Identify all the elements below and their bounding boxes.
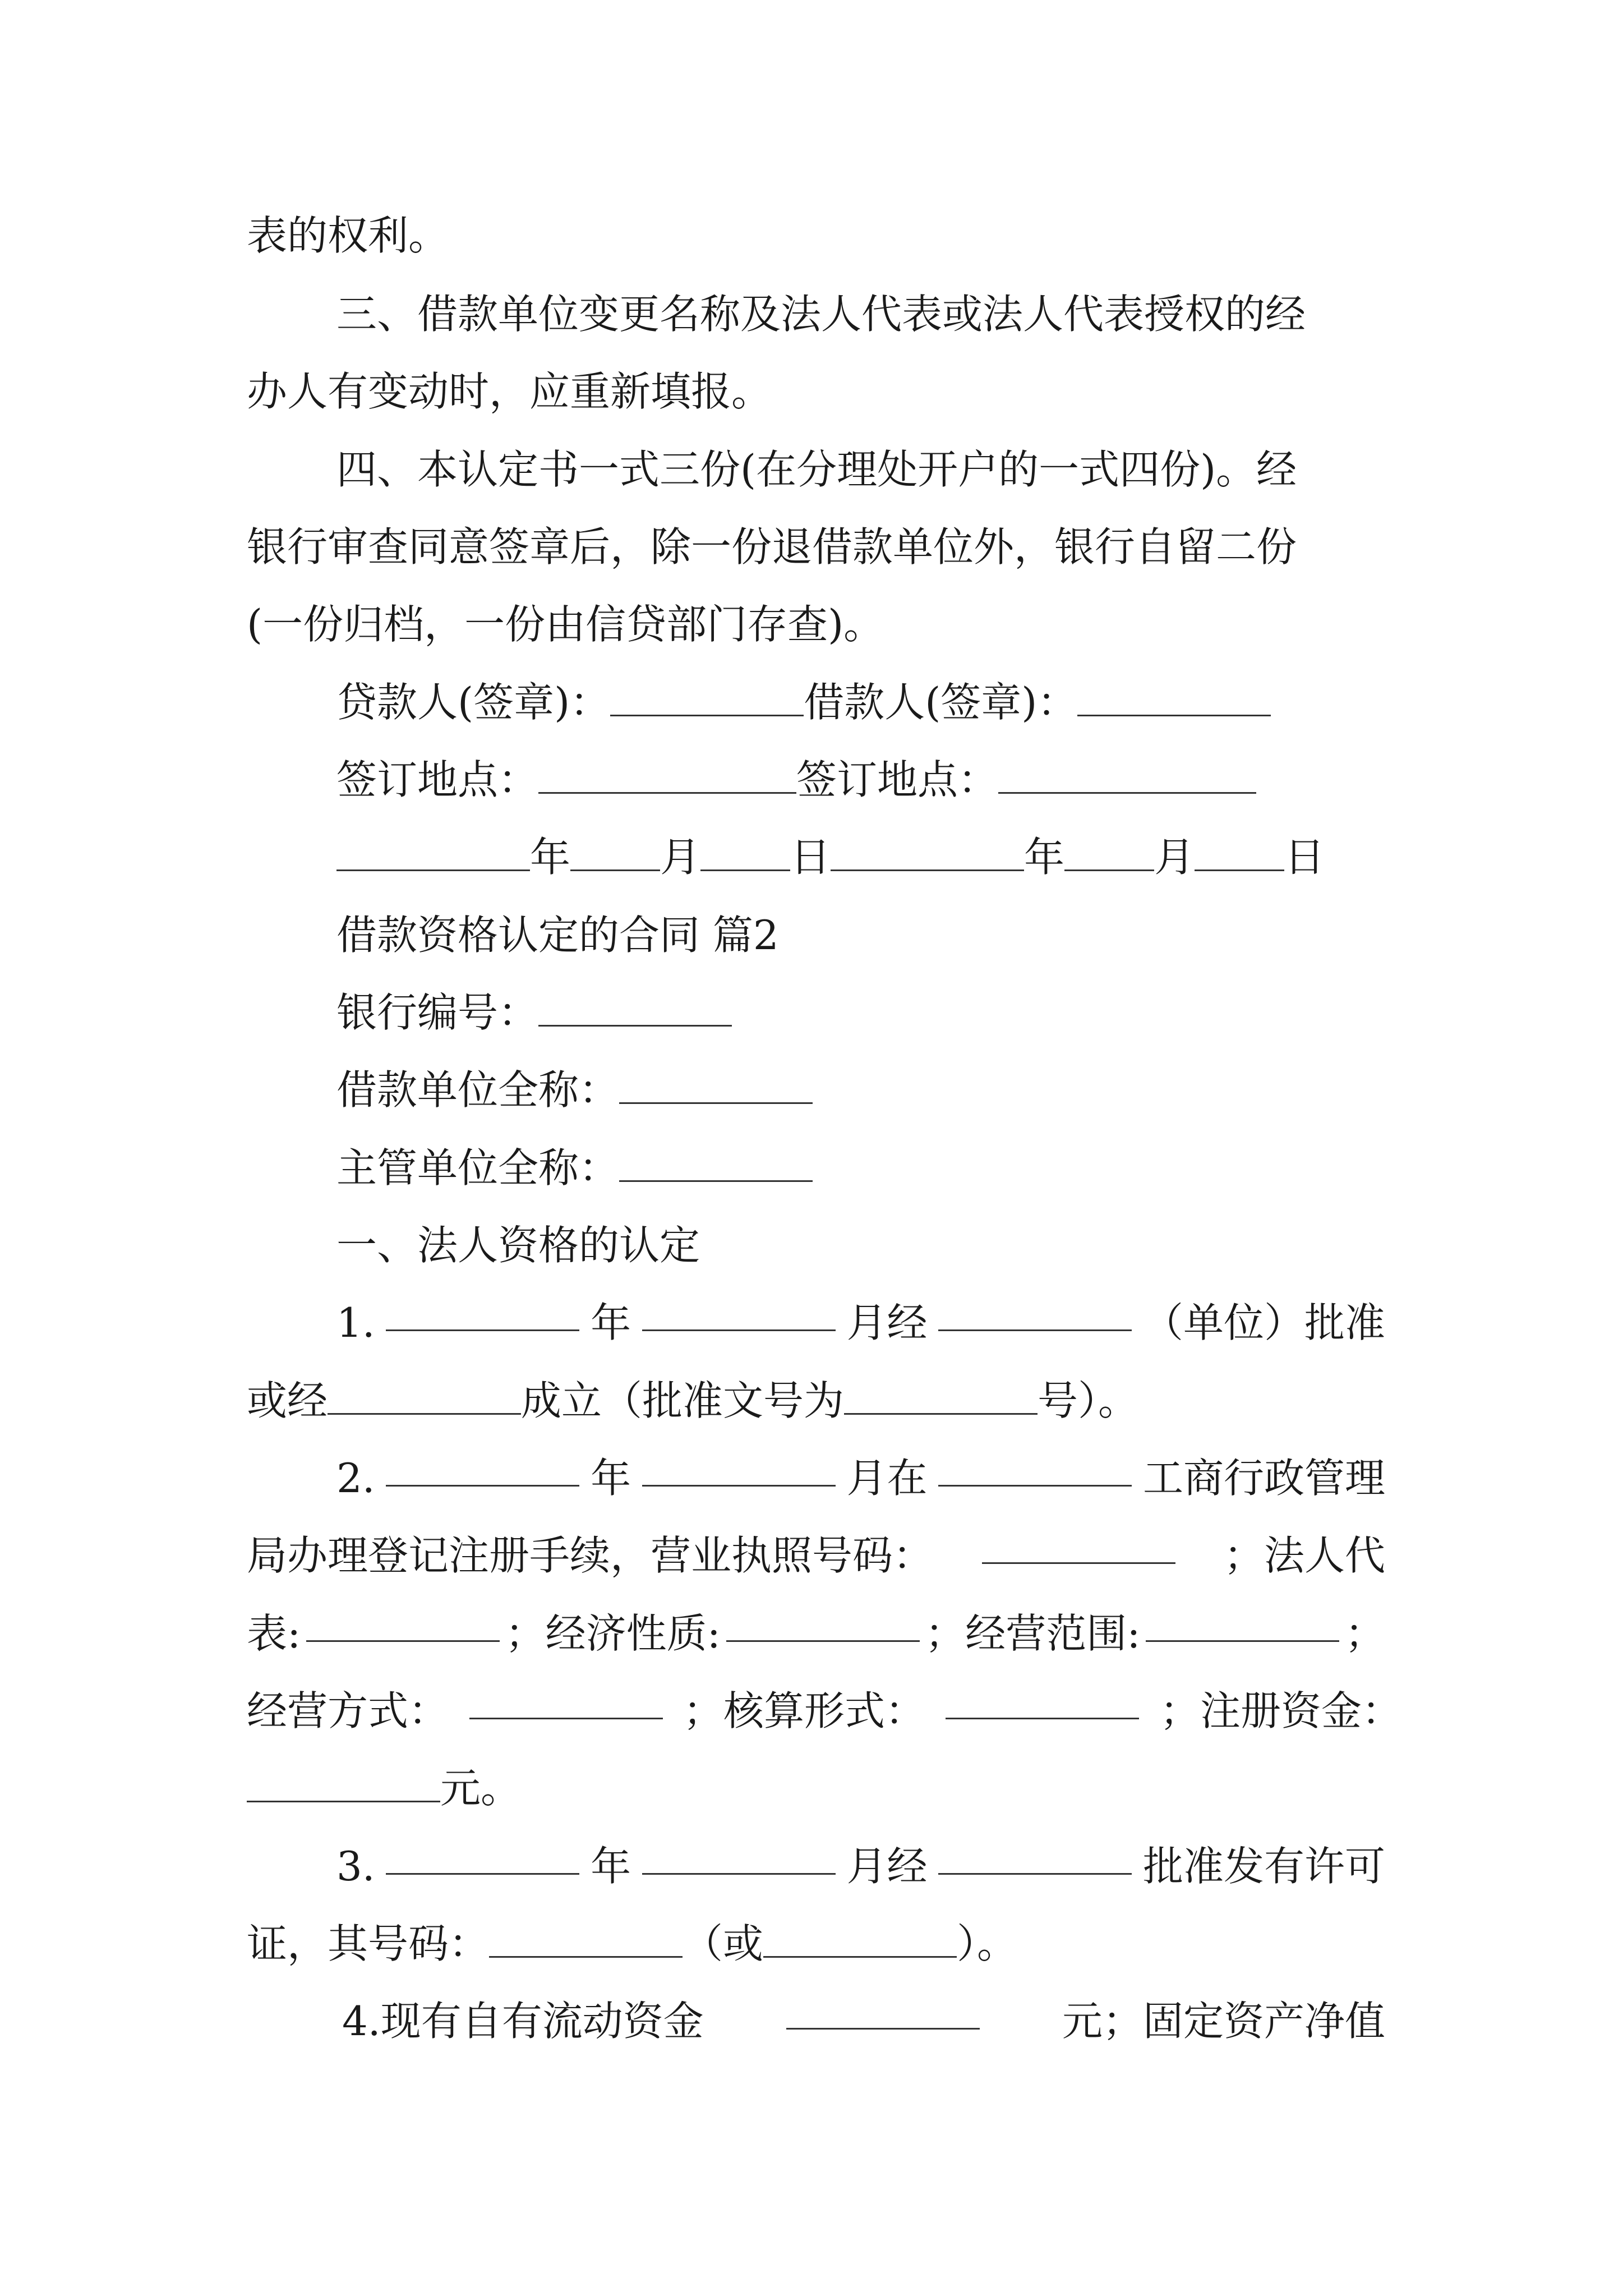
blank-line[interactable] (610, 680, 804, 716)
text-line: 局办理登记注册手续，营业执照号码： ；法人代 (247, 1527, 1385, 1584)
text-line: 3. 年 月经 批准发有许可 (336, 1838, 1385, 1894)
blank-line[interactable] (619, 1068, 813, 1104)
blank-line[interactable] (642, 1295, 836, 1331)
text-line: 表的权利。 (247, 212, 449, 259)
text-line: 或经 成立（批准文号为 号）。 (247, 1377, 1139, 1424)
text-line: 表: ；经济性质: ；经营范围: ； (247, 1605, 1385, 1662)
section-heading: 一、法人资格的认定 (336, 1222, 700, 1269)
blank-line[interactable] (642, 1450, 836, 1487)
text-line: 三、借款单位变更名称及法人代表或法人代表授权的经 (336, 291, 1306, 338)
blank-line[interactable] (538, 990, 732, 1027)
blank-line[interactable] (763, 1921, 957, 1958)
date-line: 年 月 日 年 月 日 (336, 829, 1325, 885)
blank-line[interactable] (538, 757, 796, 794)
blank-line[interactable] (982, 1527, 1175, 1564)
blank-line[interactable] (306, 1605, 500, 1642)
text-line: 元。 (247, 1760, 521, 1816)
text-line: 经营方式： ；核算形式： ；注册资金： (247, 1683, 1402, 1739)
blank-line[interactable] (726, 1605, 920, 1642)
blank-line[interactable] (786, 1993, 980, 2030)
blank-line[interactable] (619, 1145, 813, 1182)
signature-line-lender: 贷款人(签章)： 借款人(签章)： (336, 674, 1271, 730)
text-line: 银行审查同意签章后，除一份退借款单位外，银行自留二份 (247, 523, 1297, 570)
blank-line[interactable] (1146, 1605, 1339, 1642)
blank-line[interactable] (328, 1378, 521, 1415)
blank-line[interactable] (938, 1450, 1132, 1487)
blank-line[interactable] (1064, 835, 1154, 871)
blank-line[interactable] (642, 1838, 836, 1875)
blank-line[interactable] (831, 835, 1024, 871)
blank-line[interactable] (386, 1295, 579, 1331)
bank-number-line: 银行编号： (336, 984, 732, 1041)
text-line: 2. 年 月在 工商行政管理 (336, 1450, 1385, 1506)
text-line: 四、本认定书一式三份(在分理处开户的一式四份)。经 (336, 446, 1297, 493)
section-title: 借款资格认定的合同 篇2 (336, 912, 779, 959)
blank-line[interactable] (1195, 835, 1284, 871)
blank-line[interactable] (247, 1766, 440, 1802)
text-line: 1. 年 月经 （单位）批准 (336, 1295, 1385, 1351)
blank-line[interactable] (570, 835, 660, 871)
blank-line[interactable] (386, 1450, 579, 1487)
blank-line[interactable] (1077, 680, 1271, 716)
blank-line[interactable] (386, 1838, 579, 1875)
blank-line[interactable] (946, 1683, 1139, 1719)
text-line: 证，其号码： （或 ）。 (247, 1920, 1018, 1967)
signing-place-line: 签订地点： 签订地点： (336, 752, 1256, 808)
blank-line[interactable] (938, 1838, 1132, 1875)
blank-line[interactable] (489, 1921, 683, 1958)
blank-line[interactable] (469, 1683, 663, 1719)
text-line: 4.现有自有流动资金 元；固定资产净值 (342, 1993, 1385, 2049)
blank-line[interactable] (844, 1378, 1038, 1415)
blank-line[interactable] (336, 835, 530, 871)
text-line: 办人有变动时，应重新填报。 (247, 368, 772, 415)
blank-line[interactable] (998, 757, 1256, 794)
text-line: (一份归档，一份由信贷部门存查)。 (247, 601, 884, 648)
supervisor-name-line: 主管单位全称： (336, 1140, 813, 1196)
borrower-name-line: 借款单位全称： (336, 1062, 813, 1118)
blank-line[interactable] (700, 835, 790, 871)
blank-line[interactable] (938, 1295, 1132, 1331)
